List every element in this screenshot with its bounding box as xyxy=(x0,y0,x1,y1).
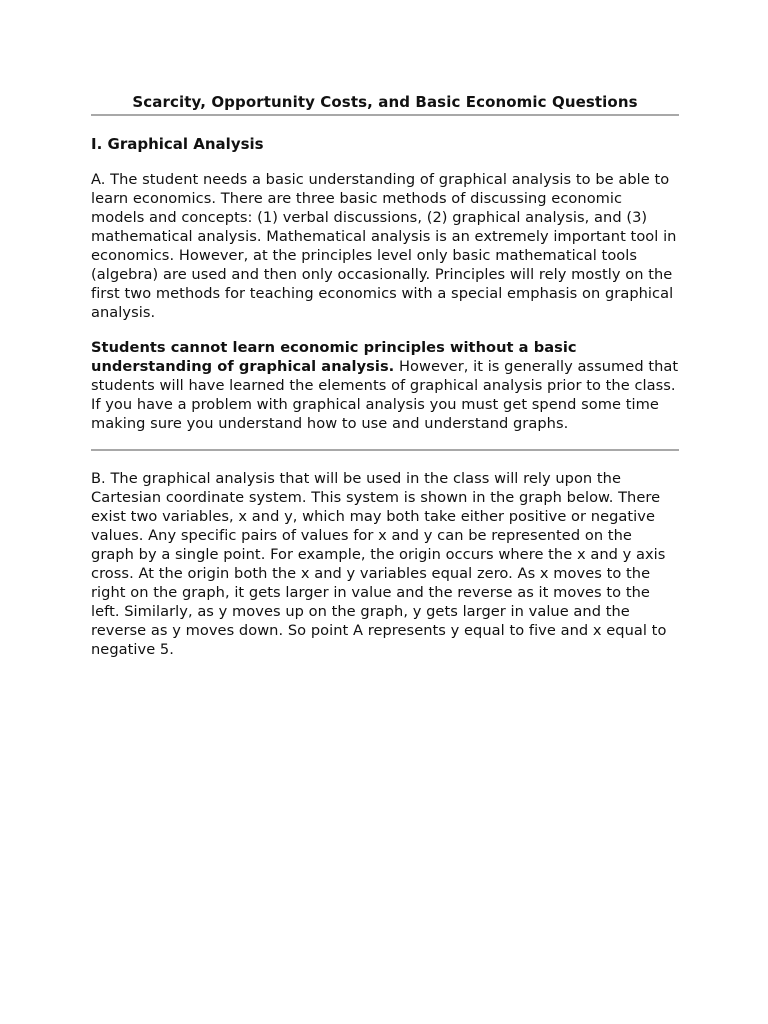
emphasis-rest-text: However, it is generally assumed that students will have learned the elements of graphical analysis prior to the class. If you have a problem with graphical analysis you must get spend some time making sure you understand how to use and understand graphs. xyxy=(91,358,679,432)
paragraph-emphasis xyxy=(91,338,679,433)
paragraph-b: B. The graphical analysis that will be used in the class will rely upon the Cartesian coordinate system. This system is shown in the graph below. There exist two variables, x and y, which may both take either positive or negative values. Any specific pairs of values for x and y can be represented on the graph by a single point. For example, the origin occurs where the x and y axis cross. At the origin both the x and y variables equal zero. As x moves to the right on the graph, it gets larger in value and the reverse as it moves to the left. Similarly, as y moves up on the graph, y gets larger in value and the reverse as y moves down. So point A represents y equal to five and x equal to negative 5. xyxy=(91,470,667,658)
paragraph-a: A. The student needs a basic understanding of graphical analysis to be able to learn economics. There are three basic methods of discussing economic models and concepts: (1) verbal discussions, (2) graphical analysis, and (3) mathematical analysis. Mathematical analysis is an extremely important tool in economics. However, at the principles level only basic mathematical tools (algebra) are used and then only occasionally. Principles will rely mostly on the first two methods for teaching economics with a special emphasis on graphical analysis. xyxy=(91,171,677,321)
document-page xyxy=(91,92,679,659)
section-heading: I. Graphical Analysis xyxy=(91,135,264,153)
emphasis-bold-text: Students cannot learn economic principles without a basic understanding of graphical analysis. xyxy=(91,339,577,375)
section-divider xyxy=(91,449,679,451)
document-title: Scarcity, Opportunity Costs, and Basic Economic Questions xyxy=(91,92,679,116)
